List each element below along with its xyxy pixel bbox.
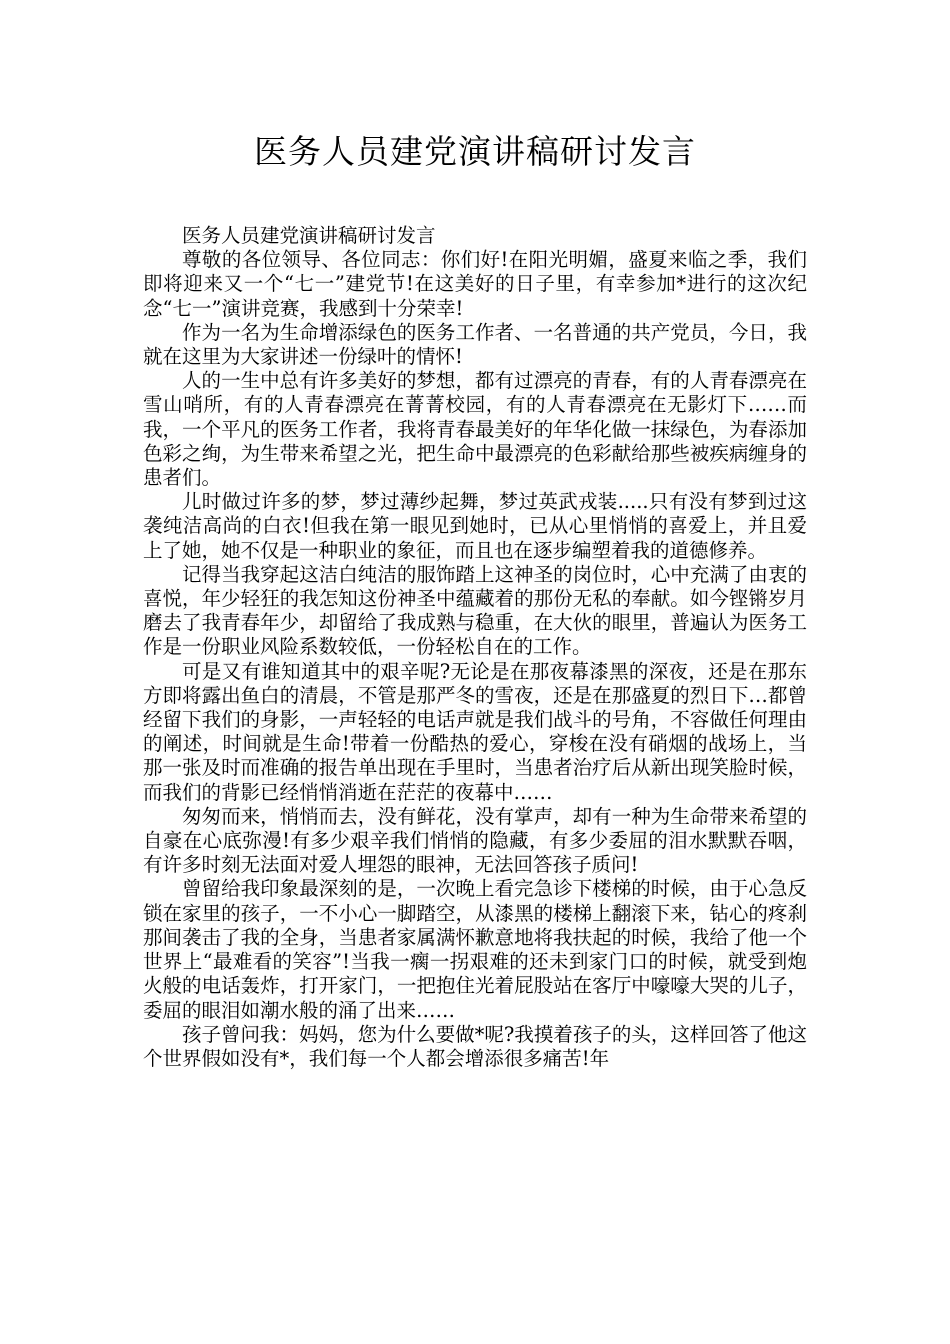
paragraph: 孩子曾问我：妈妈，您为什么要做*呢?我摸着孩子的头，这样回答了他这个世界假如没有*，我们每一个人都会增添很多痛苦!年: [143, 1022, 807, 1070]
paragraph: 儿时做过许多的梦，梦过薄纱起舞，梦过英武戎装.....只有没有梦到过这袭纯洁高尚的白衣!但我在第一眼见到她时，已从心里悄悄的喜爱上，并且爱上了她，她不仅是一种职业的象征，而且也在逐步编塑着我的道德修养。: [143, 490, 807, 562]
paragraph: 记得当我穿起这洁白纯洁的服饰踏上这神圣的岗位时，心中充满了由衷的喜悦，年少轻狂的我怎知这份神圣中蕴藏着的那份无私的奉献。如今铿锵岁月磨去了我青春年少，却留给了我成熟与稳重，在大伙的眼里，普遍认为医务工作是一份职业风险系数较低，一份轻松自在的工作。: [143, 562, 807, 659]
paragraph-subtitle: 医务人员建党演讲稿研讨发言: [182, 224, 436, 247]
paragraph: 曾留给我印象最深刻的是，一次晚上看完急诊下楼梯的时候，由于心急反锁在家里的孩子，一不小心一脚踏空，从漆黑的楼梯上翻滚下来，钻心的疼刹那间袭击了我的全身，当患者家属满怀歉意地将我扶起的时候，我给了他一个世界上“最难看的笑容”!当我一瘸一拐艰难的还未到家门口的时候，就受到炮火般的电话轰炸，打开家门，一把抱住光着屁股站在客厅中嚎嚎大哭的儿子，委屈的眼泪如潮水般的涌了出来……: [143, 877, 807, 1022]
document-body: [143, 224, 807, 1071]
document-title: 医务人员建党演讲稿研讨发言: [254, 132, 696, 171]
paragraph: 人的一生中总有许多美好的梦想，都有过漂亮的青春，有的人青春漂亮在雪山哨所，有的人青春漂亮在菁菁校园，有的人青春漂亮在无影灯下……而我，一个平凡的医务工作者，我将青春最美好的年华化做一抹绿色，为春添加色彩之绚，为生带来希望之光，把生命中最漂亮的色彩献给那些被疾病缠身的患者们。: [143, 369, 807, 490]
paragraph: 匆匆而来，悄悄而去，没有鲜花，没有掌声，却有一种为生命带来希望的自豪在心底弥漫!有多少艰辛我们悄悄的隐藏，有多少委屈的泪水默默吞咽，有许多时刻无法面对爱人埋怨的眼神，无法回答孩子质问!: [143, 804, 807, 877]
paragraph: 作为一名为生命增添绿色的医务工作者、一名普通的共产党员，今日，我就在这里为大家讲述一份绿叶的情怀!: [143, 320, 807, 369]
paragraph: 可是又有谁知道其中的艰辛呢?无论是在那夜幕漆黑的深夜，还是在那东方即将露出鱼白的清晨，不管是那严冬的雪夜，还是在那盛夏的烈日下…都曾经留下我们的身影，一声轻轻的电话声就是我们战斗的号角，不容做任何理由的阐述，时间就是生命!带着一份酷热的爱心，穿梭在没有硝烟的战场上，当那一张及时而准确的报告单出现在手里时，当患者治疗后从新出现笑脸时候，而我们的背影已经悄悄消逝在茫茫的夜幕中……: [143, 659, 807, 804]
paragraph-greeting: 尊敬的各位领导、各位同志：你们好!在阳光明媚，盛夏来临之季，我们即将迎来又一个“七一”建党节!在这美好的日子里，有幸参加*进行的这次纪念“七一”演讲竞赛，我感到十分荣幸!: [143, 248, 807, 320]
